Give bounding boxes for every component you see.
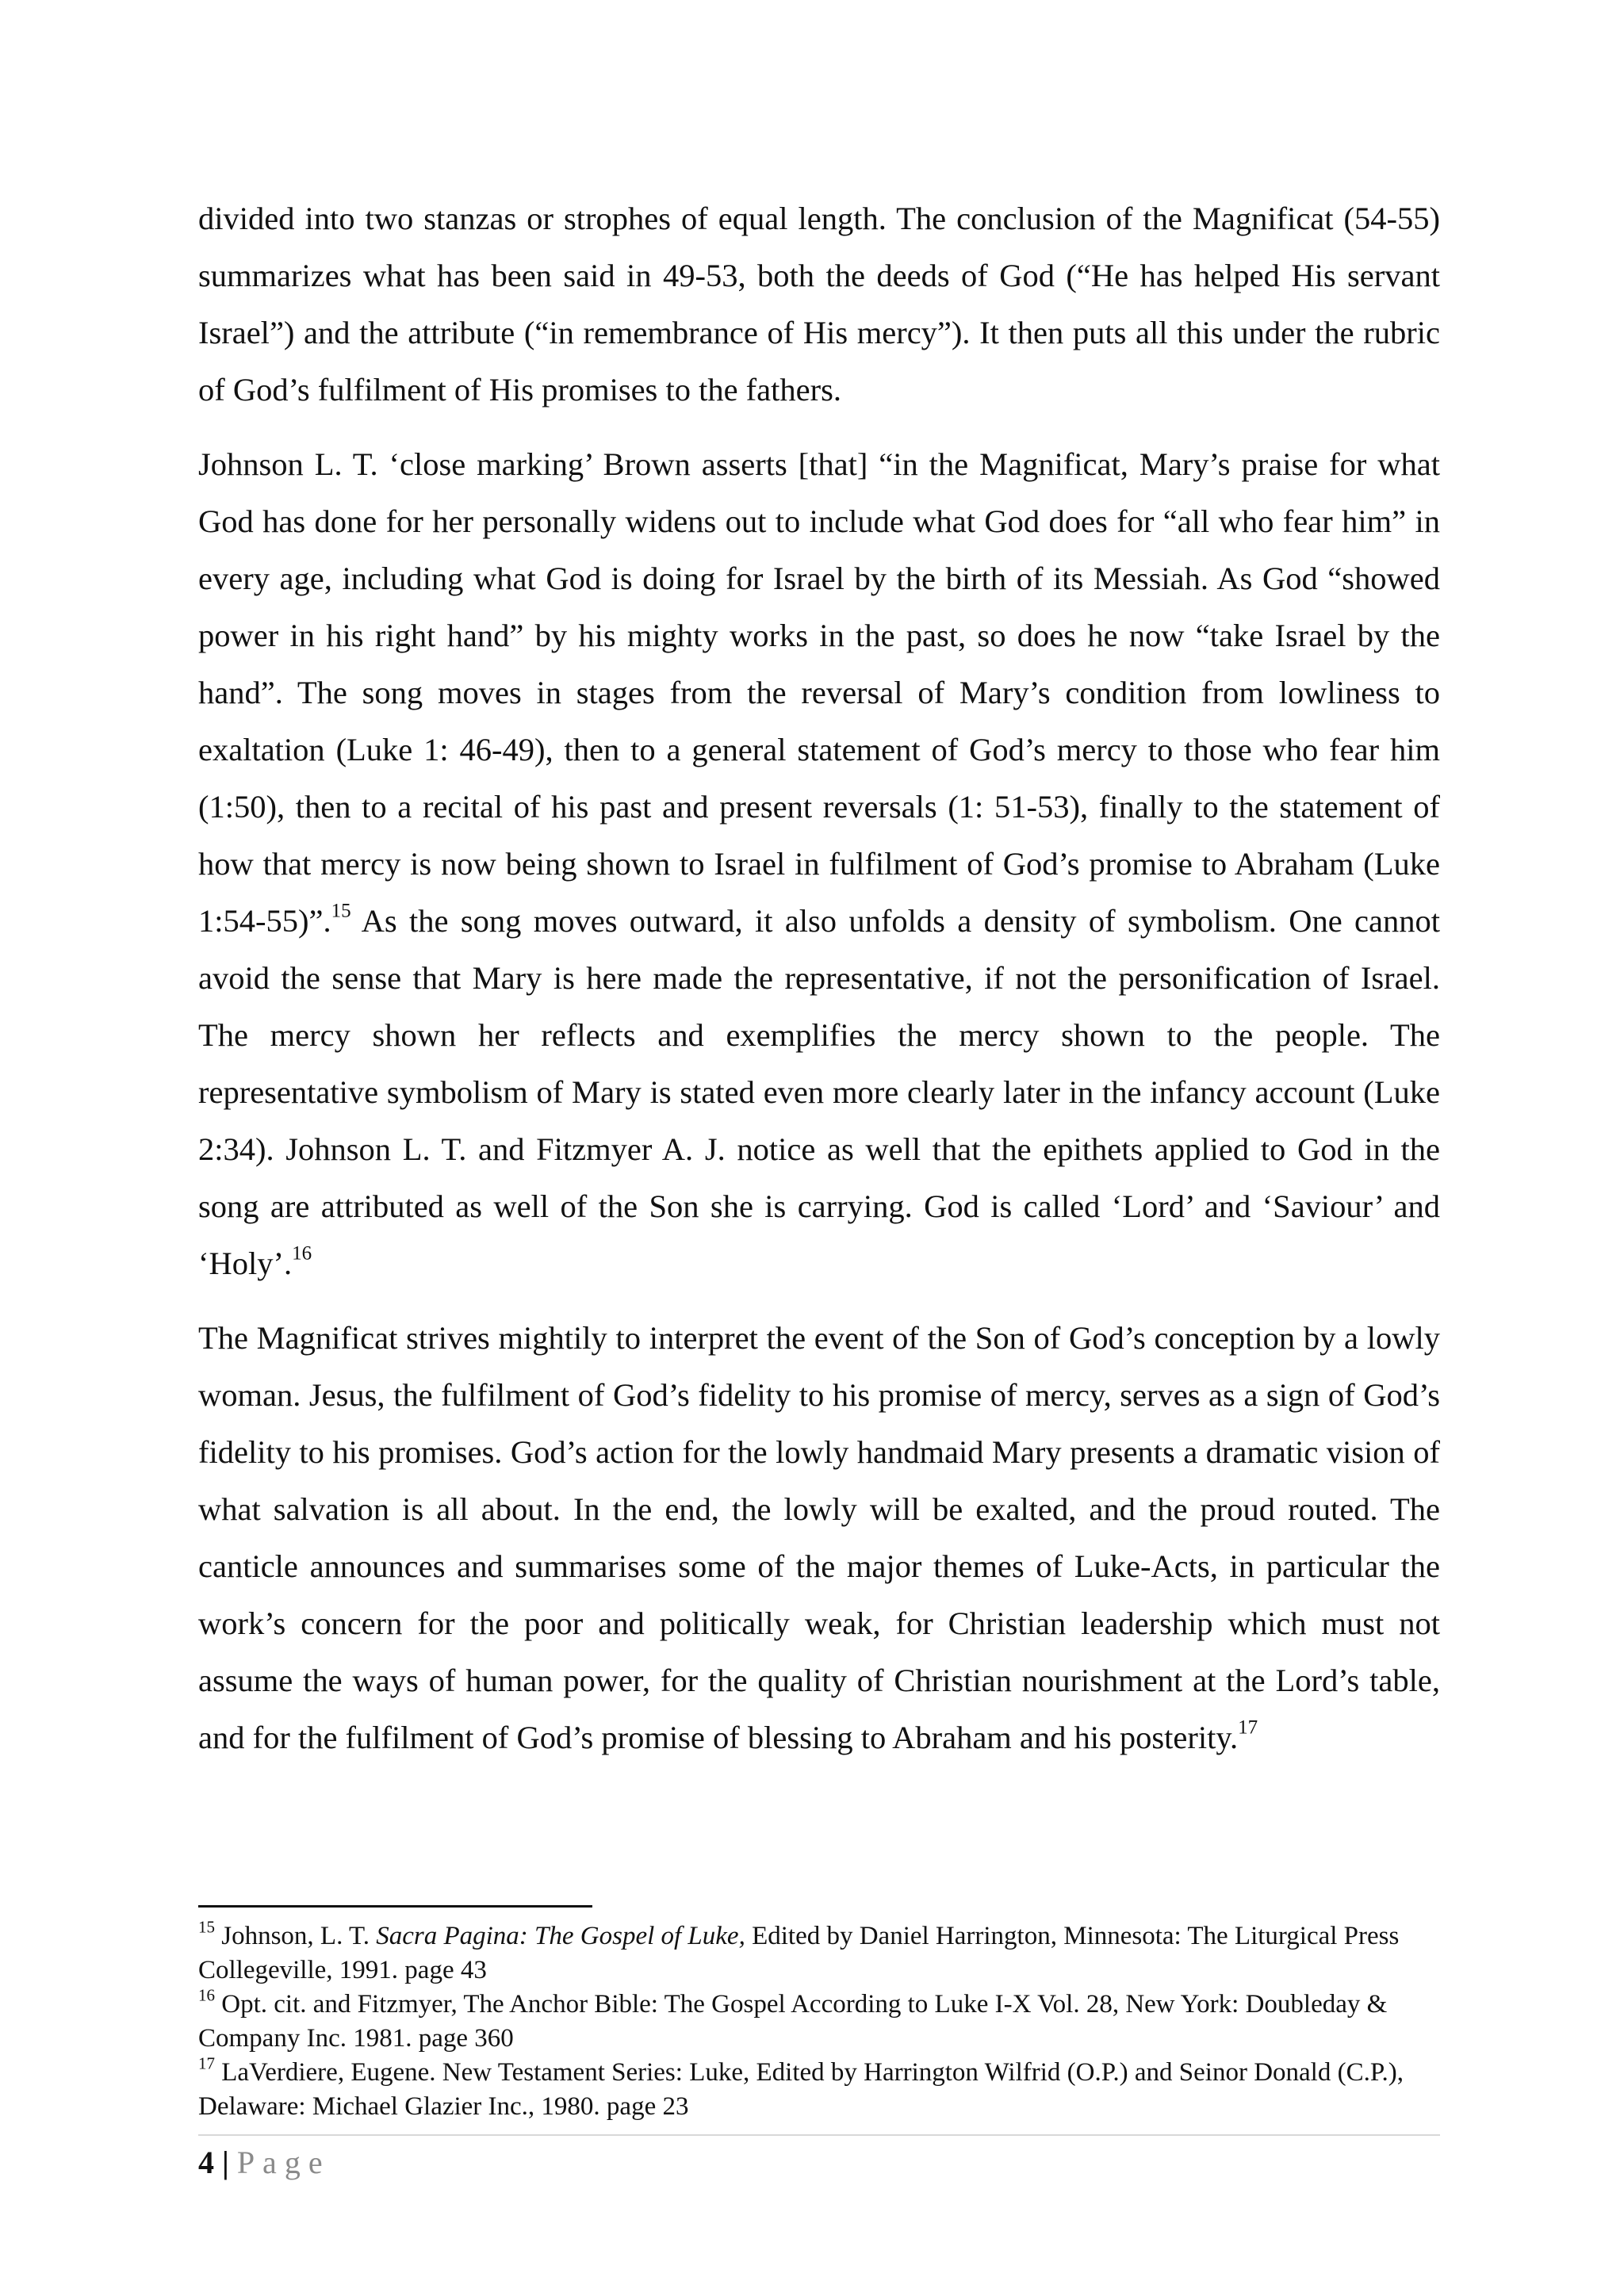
paragraph-2-text-b: As the song moves outward, it also unfolds a density of symbolism. One cannot avoid the sense that Mary is here made the representative, if not the personification of Israel. The mercy shown her reflects and exemplifies the mercy shown to the people. The representative symbolism of Mary is stated even more clearly later in the infancy account (Luke 2:34). Johnson L. T. and Fitzmyer A. J. notice as well that the epithets applied to God in the song are attributed as well of the Son she is carrying. God is called ‘Lord’ and ‘Saviour’ and ‘Holy’. [198, 903, 1440, 1281]
footnote-number-17: 17 [198, 2053, 215, 2073]
footnote-ref-15[interactable]: 15 [331, 900, 351, 922]
footnote-ref-16[interactable]: 16 [292, 1242, 312, 1265]
paragraph-3-text: The Magnificat strives mightily to interpret the event of the Son of God’s conception by a lowly woman. Jesus, the fulfilment of God’s fidelity to his promise of mercy, serves as a sign of God’s fidelity to his promises. God’s action for the lowly handmaid Mary presents a dramatic vision of what salvation is all about. In the end, the lowly will be exalted, and the proud routed. The canticle announces and summarises some of the major themes of Luke-Acts, in particular the work’s concern for the poor and politically weak, for Christian leadership which must not assume the ways of human power, for the quality of Christian nourishment at the Lord’s table, and for the fulfilment of God’s promise of blessing to Abraham and his posterity. [198, 1320, 1440, 1755]
page-number: 4 [198, 2145, 214, 2180]
footnote-17-text: LaVerdiere, Eugene. New Testament Series: Luke, Edited by Harrington Wilfrid (O.P.) and Seinor Donald (C.P.), Delaware: Michael Glazier Inc., 1980. page 23 [198, 2058, 1404, 2121]
body-paragraph-2 [198, 436, 1440, 1292]
footnote-17 [198, 2053, 1440, 2124]
footnote-15-text-b: Edited by Daniel Harrington, Minnesota: The Liturgical Press Collegeville, 1991. page 43 [198, 1922, 1400, 1984]
page-body [198, 190, 1440, 1784]
footnote-number-16: 16 [198, 1985, 215, 2005]
body-paragraph-1: divided into two stanzas or strophes of equal length. The conclusion of the Magnificat (54-55) summarizes what has been said in 49-53, both the deeds of God (“He has helped His servant Israel”) and the attribute (“in remembrance of His mercy”). It then puts all this under the rubric of God’s fulfilment of His promises to the fathers. [198, 201, 1440, 408]
footnote-separator [198, 1905, 592, 1908]
footnotes [198, 1919, 1440, 2124]
page-separator: | [214, 2145, 237, 2180]
footnote-16-text: Opt. cit. and Fitzmyer, The Anchor Bible: The Gospel According to Luke I-X Vol. 28, New York: Doubleday & Company Inc. 1981. page 360 [198, 1990, 1388, 2053]
body-paragraph-3 [198, 1310, 1440, 1766]
footnote-16 [198, 1985, 1440, 2056]
footnote-15-text-a: Johnson, L. T. [215, 1922, 377, 1950]
footnote-number-15: 15 [198, 1917, 215, 1937]
footnote-ref-17[interactable]: 17 [1238, 1716, 1258, 1739]
page-footer [198, 2134, 1440, 2185]
paragraph-2-text-a: Johnson L. T. ‘close marking’ Brown asserts [that] “in the Magnificat, Mary’s praise for what God has done for her personally widens out to include what God does for “all who fear him” in every age, including what God is doing for Israel by the birth of its Messiah. As God “showed power in his right hand” by his mighty works in the past, so does he now “take Israel by the hand”. The song moves in stages from the reversal of Mary’s condition from lowliness to exaltation (Luke 1: 46-49), then to a general statement of God’s mercy to those who fear him (1:50), then to a recital of his past and present reversals (1: 51-53), finally to the statement of how that mercy is now being shown to Israel in fulfilment of God’s promise to Abraham (Luke 1:54-55)”. [198, 446, 1440, 939]
footnote-15 [198, 1919, 1440, 1988]
footnote-15-title: Sacra Pagina: The Gospel of Luke, [376, 1922, 745, 1950]
page-label: Page [236, 2145, 331, 2180]
